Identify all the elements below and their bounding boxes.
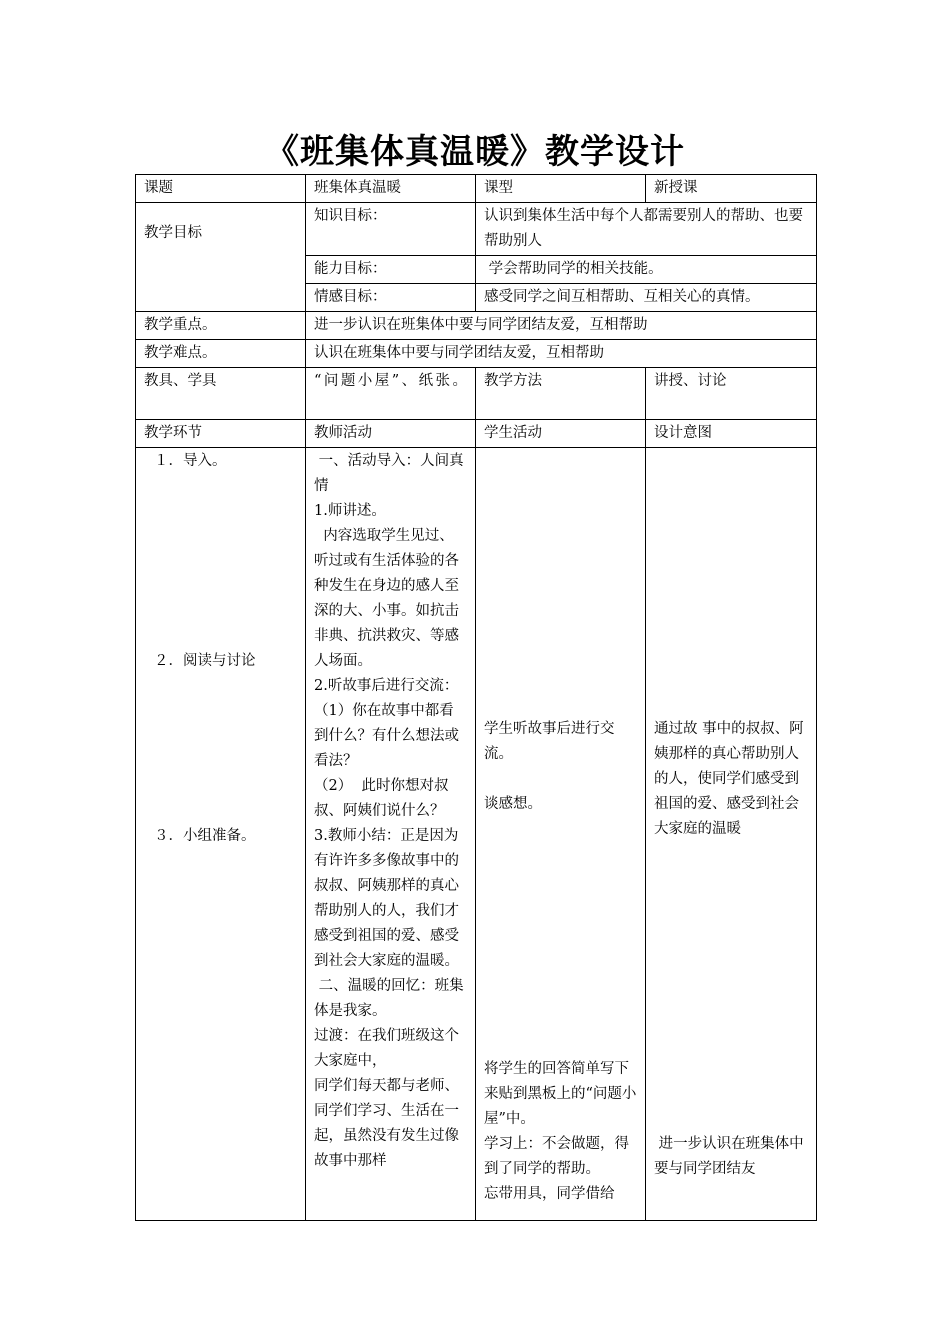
phase-reading: ２．阅读与讨论 — [154, 653, 256, 669]
lesson-type-label: 课型 — [476, 175, 646, 203]
topic-row — [136, 175, 817, 203]
teacher-line: 二、温暖的回忆：班集体是我家。 — [314, 978, 464, 1019]
intent-line: 进一步认识在班集体中要与同学团结友 — [654, 1136, 804, 1177]
teacher-line: 内容选取学生见过、听过或有生活体验的各种发生在身边的感人至深的大、小事。如抗击非典、抗洪救灾、等感人场面。 — [314, 528, 459, 669]
teacher-line: 一、活动导入：人间真情 — [314, 453, 464, 494]
student-line: 忘带用具，同学借给 — [484, 1186, 615, 1202]
key-point-row — [136, 312, 817, 340]
key-point-value: 进一步认识在班集体中要与同学团结友爱，互相帮助 — [306, 312, 817, 340]
topic-label: 课题 — [136, 175, 306, 203]
phase-header: 教学环节 — [136, 420, 306, 448]
teacher-line: （1）你在故事中都看到什么？有什么想法或看法？ — [314, 703, 459, 769]
ability-goal-label: 能力目标： — [306, 256, 476, 284]
tools-label: 教具、学具 — [136, 368, 306, 420]
difficulty-label: 教学难点。 — [136, 340, 306, 368]
teacher-line: 2.听故事后进行交流： — [314, 678, 459, 694]
teacher-line: （2） 此时你想对叔叔、阿姨们说什么？ — [314, 778, 449, 819]
teacher-activity-cell — [306, 448, 476, 1221]
teacher-line: 3.教师小结：正是因为有许许多多像故事中的叔叔、阿姨那样的真心帮助别人的人，我们才感受到祖国的爱、感受到社会大家庭的温暖。 — [314, 828, 459, 969]
goals-label: 教学目标 — [136, 203, 306, 312]
page-title: 《班集体真温暖》教学设计 — [265, 132, 685, 172]
method-value: 讲授、讨论 — [646, 368, 817, 420]
topic-value: 班集体真温暖 — [306, 175, 476, 203]
key-point-label: 教学重点。 — [136, 312, 306, 340]
student-activity-header: 学生活动 — [476, 420, 646, 448]
teacher-line: 过渡：在我们班级这个大家庭中， — [314, 1028, 459, 1069]
design-intent-cell — [646, 448, 817, 1221]
tools-value: “问题小屋”、纸张。 — [306, 368, 476, 420]
process-header-row — [136, 420, 817, 448]
student-line: 学生听故事后进行交流。 — [484, 721, 615, 762]
student-line: 谈感想。 — [484, 796, 542, 812]
difficulty-row — [136, 340, 817, 368]
student-activity-cell — [476, 448, 646, 1221]
phase-intro: １．导入。 — [154, 453, 227, 469]
emotion-goal-value: 感受同学之间互相帮助、互相关心的真情。 — [476, 284, 817, 312]
phase-cell — [136, 448, 306, 1221]
process-content-row — [136, 448, 817, 1221]
knowledge-goal-label: 知识目标： — [306, 203, 476, 256]
knowledge-goal-value: 认识到集体生活中每个人都需要别人的帮助、也要帮助别人 — [476, 203, 817, 256]
student-line: 学习上：不会做题，得到了同学的帮助。 — [484, 1136, 629, 1177]
ability-goal-value: 学会帮助同学的相关技能。 — [476, 256, 817, 284]
emotion-goal-label: 情感目标： — [306, 284, 476, 312]
teacher-line: 1.师讲述。 — [314, 503, 386, 519]
teacher-line: 同学们每天都与老师、同学们学习、生活在一起，虽然没有发生过像故事中那样 — [314, 1078, 459, 1169]
intent-line: 通过故 事中的叔叔、阿姨那样的真心帮助别人的人，使同学们感受到祖国的爱、感受到社会大家庭的温暖 — [654, 721, 804, 837]
lesson-plan-table — [135, 174, 817, 1221]
design-intent-header: 设计意图 — [646, 420, 817, 448]
goal-knowledge-row — [136, 203, 817, 256]
lesson-type-value: 新授课 — [646, 175, 817, 203]
difficulty-value: 认识在班集体中要与同学团结友爱，互相帮助 — [306, 340, 817, 368]
method-label: 教学方法 — [476, 368, 646, 420]
student-line: 将学生的回答简单写下来贴到黑板上的“问题小屋”中。 — [484, 1061, 637, 1127]
phase-group-prep: ３．小组准备。 — [154, 828, 256, 844]
tools-row — [136, 368, 817, 420]
teacher-activity-header: 教师活动 — [306, 420, 476, 448]
